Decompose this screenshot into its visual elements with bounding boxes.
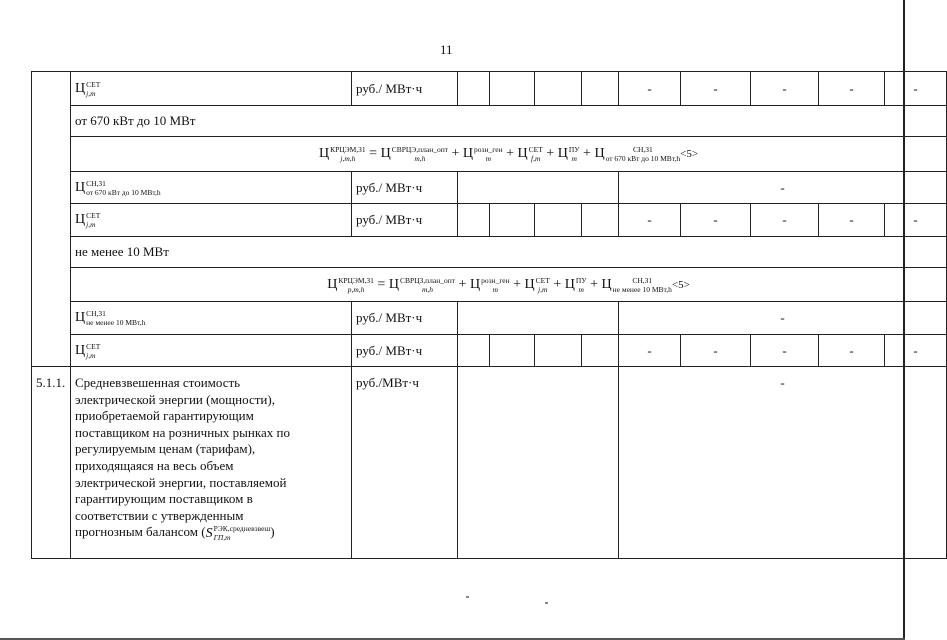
value-cell <box>535 204 582 237</box>
tariff-symbol: Ц СН,З1 от 670 кВт до 10 МВт,h <box>75 178 161 197</box>
tariff-symbol: Ц СЕТ j,m <box>75 341 101 360</box>
scan-speck <box>466 596 469 598</box>
value-cell: - <box>681 335 751 367</box>
section-row <box>32 237 947 268</box>
table-row <box>32 367 947 559</box>
value-cell <box>535 72 582 106</box>
tariff-symbol: Ц СЕТ j,m <box>75 79 101 98</box>
section-heading: не менее 10 МВт <box>71 237 947 268</box>
description-line: соответствии с утвержденным <box>75 507 244 523</box>
item-number: 5.1.1. <box>32 367 71 559</box>
value-cell: - <box>885 335 947 367</box>
description-line: приходящаяся на весь объем <box>75 457 234 473</box>
description-line: прогнозным балансом (S РЭК,средневзвеш ГП,m ) <box>75 524 275 543</box>
value-cell <box>458 72 490 106</box>
unit-cell: руб./ МВт·ч <box>352 72 458 106</box>
value-cell: - <box>885 72 947 106</box>
unit-cell: руб./МВт·ч <box>352 367 458 559</box>
table-row <box>32 302 947 335</box>
description-line: гарантирующим поставщиком в <box>75 491 253 507</box>
table-row <box>32 172 947 204</box>
value-cell: - <box>819 204 885 237</box>
value-cell-merged: - <box>619 302 947 335</box>
description-line: приобретаемой гарантирующим <box>75 408 254 424</box>
formula: Ц КРЦЭМ,З1 j,m,h = Ц СВРЦЭ,план_опт m,h + Ц розн_ген m + Ц СЕТ f,m + Ц ПУ m + Ц СН,З1 от 670 кВт до 10 МВт,h <5> <box>71 137 947 172</box>
value-cell: - <box>681 72 751 106</box>
value-cell <box>490 335 535 367</box>
value-cell: - <box>681 204 751 237</box>
section-heading: от 670 кВт до 10 МВт <box>71 106 947 137</box>
table-row <box>32 204 947 237</box>
table-row <box>32 335 947 367</box>
value-cell-merged: - <box>619 172 947 204</box>
description-line: электрической энергии (мощности), <box>75 391 275 407</box>
tariff-symbol: Ц СН,З1 не менее 10 МВт,h <box>75 309 146 327</box>
value-cell: - <box>619 72 681 106</box>
value-cell <box>458 204 490 237</box>
value-cell-merged <box>458 302 619 335</box>
value-cell-merged <box>458 367 619 559</box>
value-cell <box>490 72 535 106</box>
value-cell-merged <box>458 172 619 204</box>
item-description <box>71 367 352 559</box>
formula-row <box>32 268 947 302</box>
value-cell: - <box>751 72 819 106</box>
table-row <box>32 72 947 106</box>
symbol-cell <box>71 335 352 367</box>
value-cell: - <box>619 204 681 237</box>
value-cell: - <box>751 335 819 367</box>
value-cell: - <box>619 335 681 367</box>
tariff-table <box>31 71 947 559</box>
page-number: 11 <box>440 42 453 57</box>
value-cell <box>535 335 582 367</box>
description-line: поставщиком на розничных рынках по <box>75 424 290 440</box>
value-cell <box>582 335 619 367</box>
formula-row <box>32 137 947 172</box>
value-cell <box>458 335 490 367</box>
scan-speck <box>545 602 548 604</box>
tariff-symbol: Ц СЕТ j,m <box>75 211 101 229</box>
description-line: электрической энергии, поставляемой <box>75 474 287 490</box>
unit-cell: руб./ МВт·ч <box>352 172 458 204</box>
value-cell-merged: - <box>619 367 947 559</box>
value-cell <box>582 72 619 106</box>
unit-cell: руб./ МВт·ч <box>352 302 458 335</box>
symbol-cell <box>71 172 352 204</box>
value-cell: - <box>819 72 885 106</box>
symbol-cell <box>71 72 352 106</box>
value-cell: - <box>885 204 947 237</box>
value-cell: - <box>819 335 885 367</box>
value-cell <box>582 204 619 237</box>
symbol-cell <box>71 204 352 237</box>
unit-cell: руб./ МВт·ч <box>352 204 458 237</box>
description-line: Средневзвешенная стоимость <box>75 375 241 390</box>
value-cell <box>490 204 535 237</box>
symbol-cell <box>71 302 352 335</box>
formula: Ц КРЦЭМ,З1 p,m,h = Ц СВРЦЗ,план_опт m,h + Ц розн_ген m + Ц СЕТ j,m + Ц ПУ m + Ц СН,З1 не менее 10 МВт,h <5> <box>71 268 947 302</box>
description-line: регулируемым ценам (тарифам), <box>75 441 256 457</box>
value-cell: - <box>751 204 819 237</box>
section-row <box>32 106 947 137</box>
balance-symbol: S РЭК,средневзвеш ГП,m <box>205 524 271 543</box>
row-number-cell-empty <box>32 72 71 367</box>
unit-cell: руб./ МВт·ч <box>352 335 458 367</box>
